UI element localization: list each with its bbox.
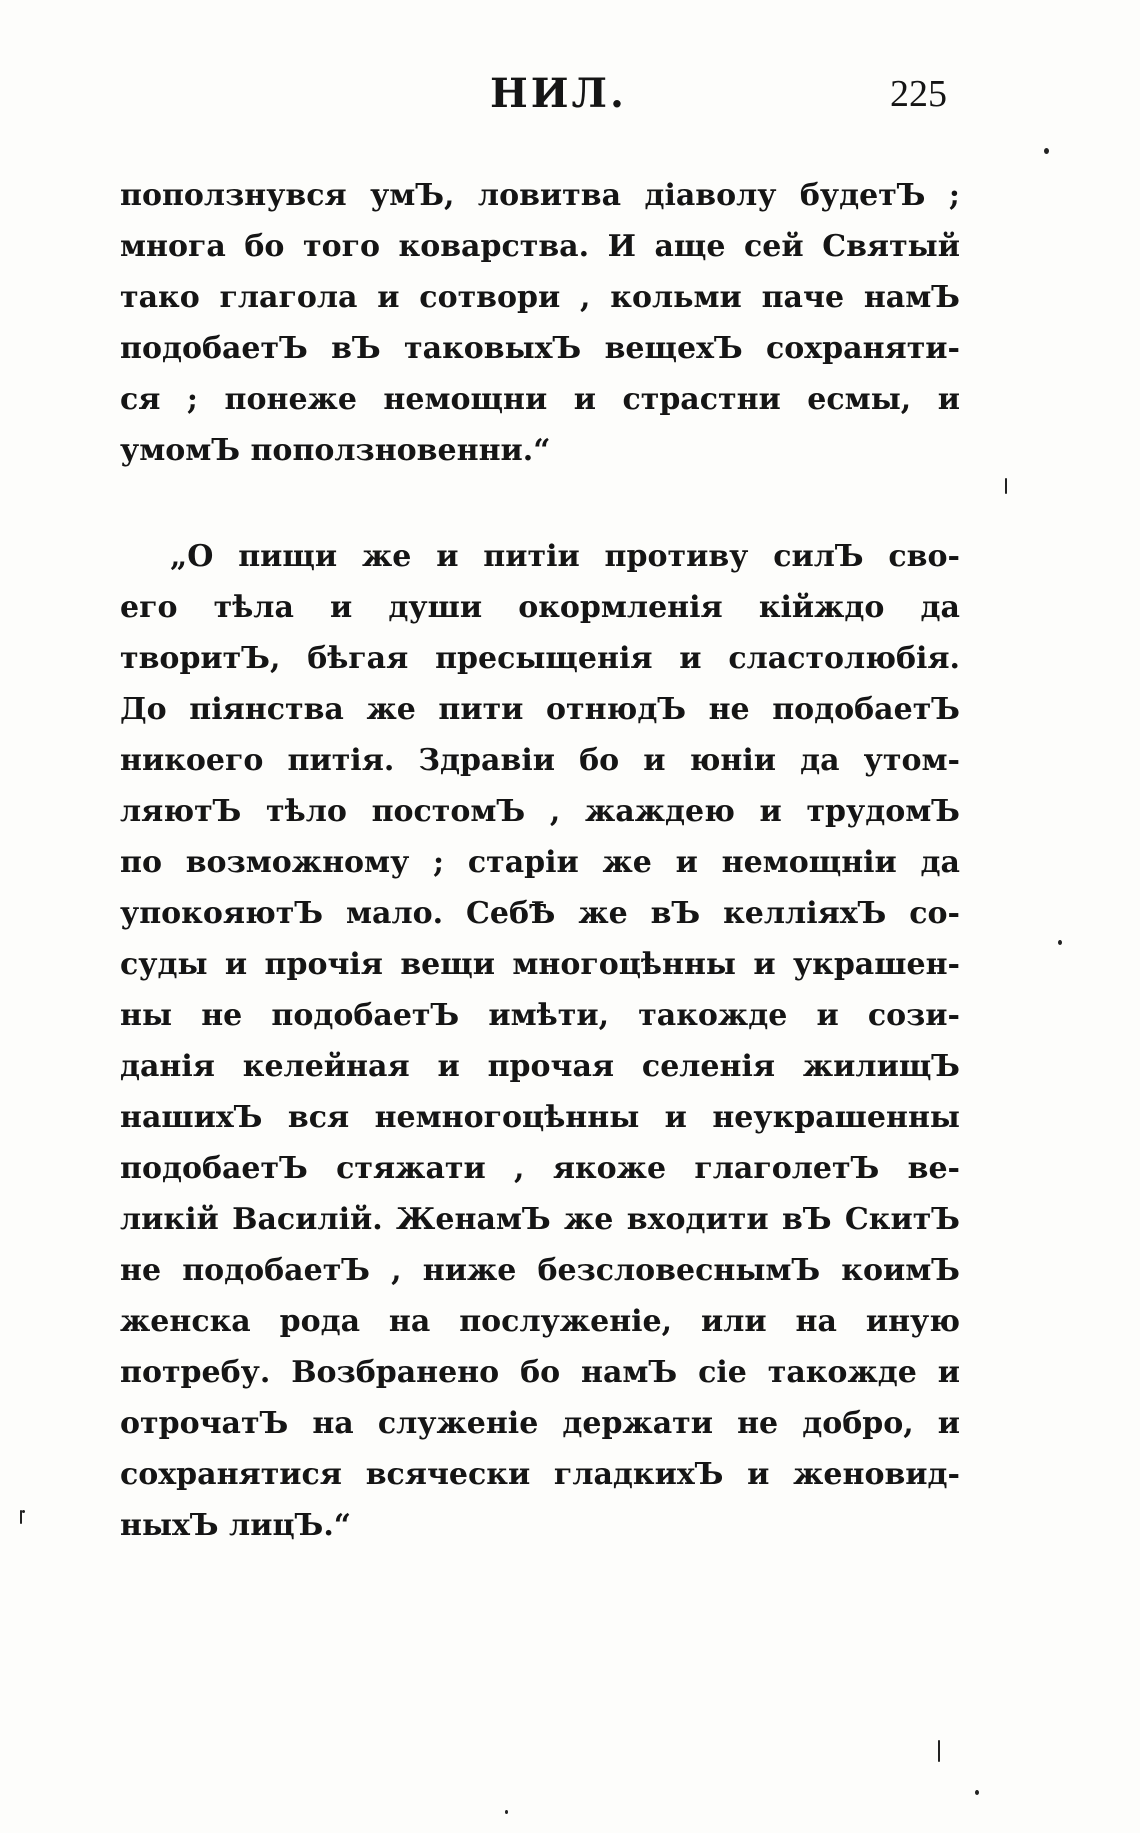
running-title: НИЛ.: [490, 70, 627, 117]
text-line: никоего питія. Здравіи бо и юніи да утом-: [120, 743, 960, 778]
text-line: творитЪ, бѣгая пресыщенія и сластолюбія.: [120, 641, 960, 676]
text-line: женска рода на послуженіе, или на иную: [120, 1304, 960, 1339]
text-line: его тѣла и души окормленія кійждо да: [120, 590, 960, 625]
text-line: умомЪ поползновенни.“: [120, 433, 551, 468]
scan-speck: [1044, 148, 1049, 154]
text-line: не подобаетЪ , ниже безсловеснымЪ коимЪ: [120, 1253, 960, 1288]
scan-speck: [1005, 478, 1007, 494]
text-line: „О пищи же и питіи противу силЪ сво-: [170, 539, 960, 574]
text-line: суды и прочія вещи многоцѣнны и украшен-: [120, 947, 960, 982]
scan-speck: [505, 1810, 508, 1814]
scan-speck: [22, 1510, 25, 1513]
text-line: ликій Василій. ЖенамЪ же входити вЪ СкитЪ: [120, 1202, 960, 1237]
text-line: поползнувся умЪ, ловитва діаволу будетЪ ;: [120, 178, 960, 213]
text-line: многа бо того коварства. И аще сей Святый: [120, 229, 960, 264]
text-line: ныхЪ лицЪ.“: [120, 1508, 352, 1543]
paragraph-1: [120, 170, 960, 476]
text-line: ся ; понеже немощни и страстни есмы, и: [120, 382, 960, 417]
text-line: нашихЪ вся немногоцѣнны и неукрашенны: [120, 1100, 960, 1135]
text-line: ны не подобаетЪ имѣти, такожде и сози-: [120, 998, 960, 1033]
page-header: [0, 70, 1140, 130]
text-line: упокояютЪ мало. СебѢ же вЪ келліяхЪ со-: [120, 896, 960, 931]
text-line: ляютЪ тѣло постомЪ , жаждею и трудомЪ: [120, 794, 960, 829]
text-line: До піянства же пити отнюдЪ не подобаетЪ: [120, 692, 960, 727]
text-line: подобаетЪ стяжати , якоже глаголетЪ ве-: [120, 1151, 960, 1186]
paragraph-2: [120, 531, 960, 1551]
scan-speck: [1058, 940, 1062, 945]
text-line: по возможному ; старіи же и немощніи да: [120, 845, 960, 880]
scan-speck: [20, 1510, 22, 1524]
text-line: подобаетЪ вЪ таковыхЪ вещехЪ сохраняти-: [120, 331, 960, 366]
text-line: сохранятися всячески гладкихЪ и женовид-: [120, 1457, 960, 1492]
text-line: тако глагола и сотвори , кольми паче намЪ: [120, 280, 960, 315]
page-number: 225: [890, 73, 947, 115]
text-line: отрочатЪ на служеніе держати не добро, и: [120, 1406, 960, 1441]
scan-speck: [938, 1740, 940, 1762]
text-line: потребу. Возбранено бо намЪ сіе такожде и: [120, 1355, 960, 1390]
scan-speck: [975, 1790, 979, 1795]
body-text: [120, 170, 960, 1551]
text-line: данія келейная и прочая селенія жилищЪ: [120, 1049, 960, 1084]
